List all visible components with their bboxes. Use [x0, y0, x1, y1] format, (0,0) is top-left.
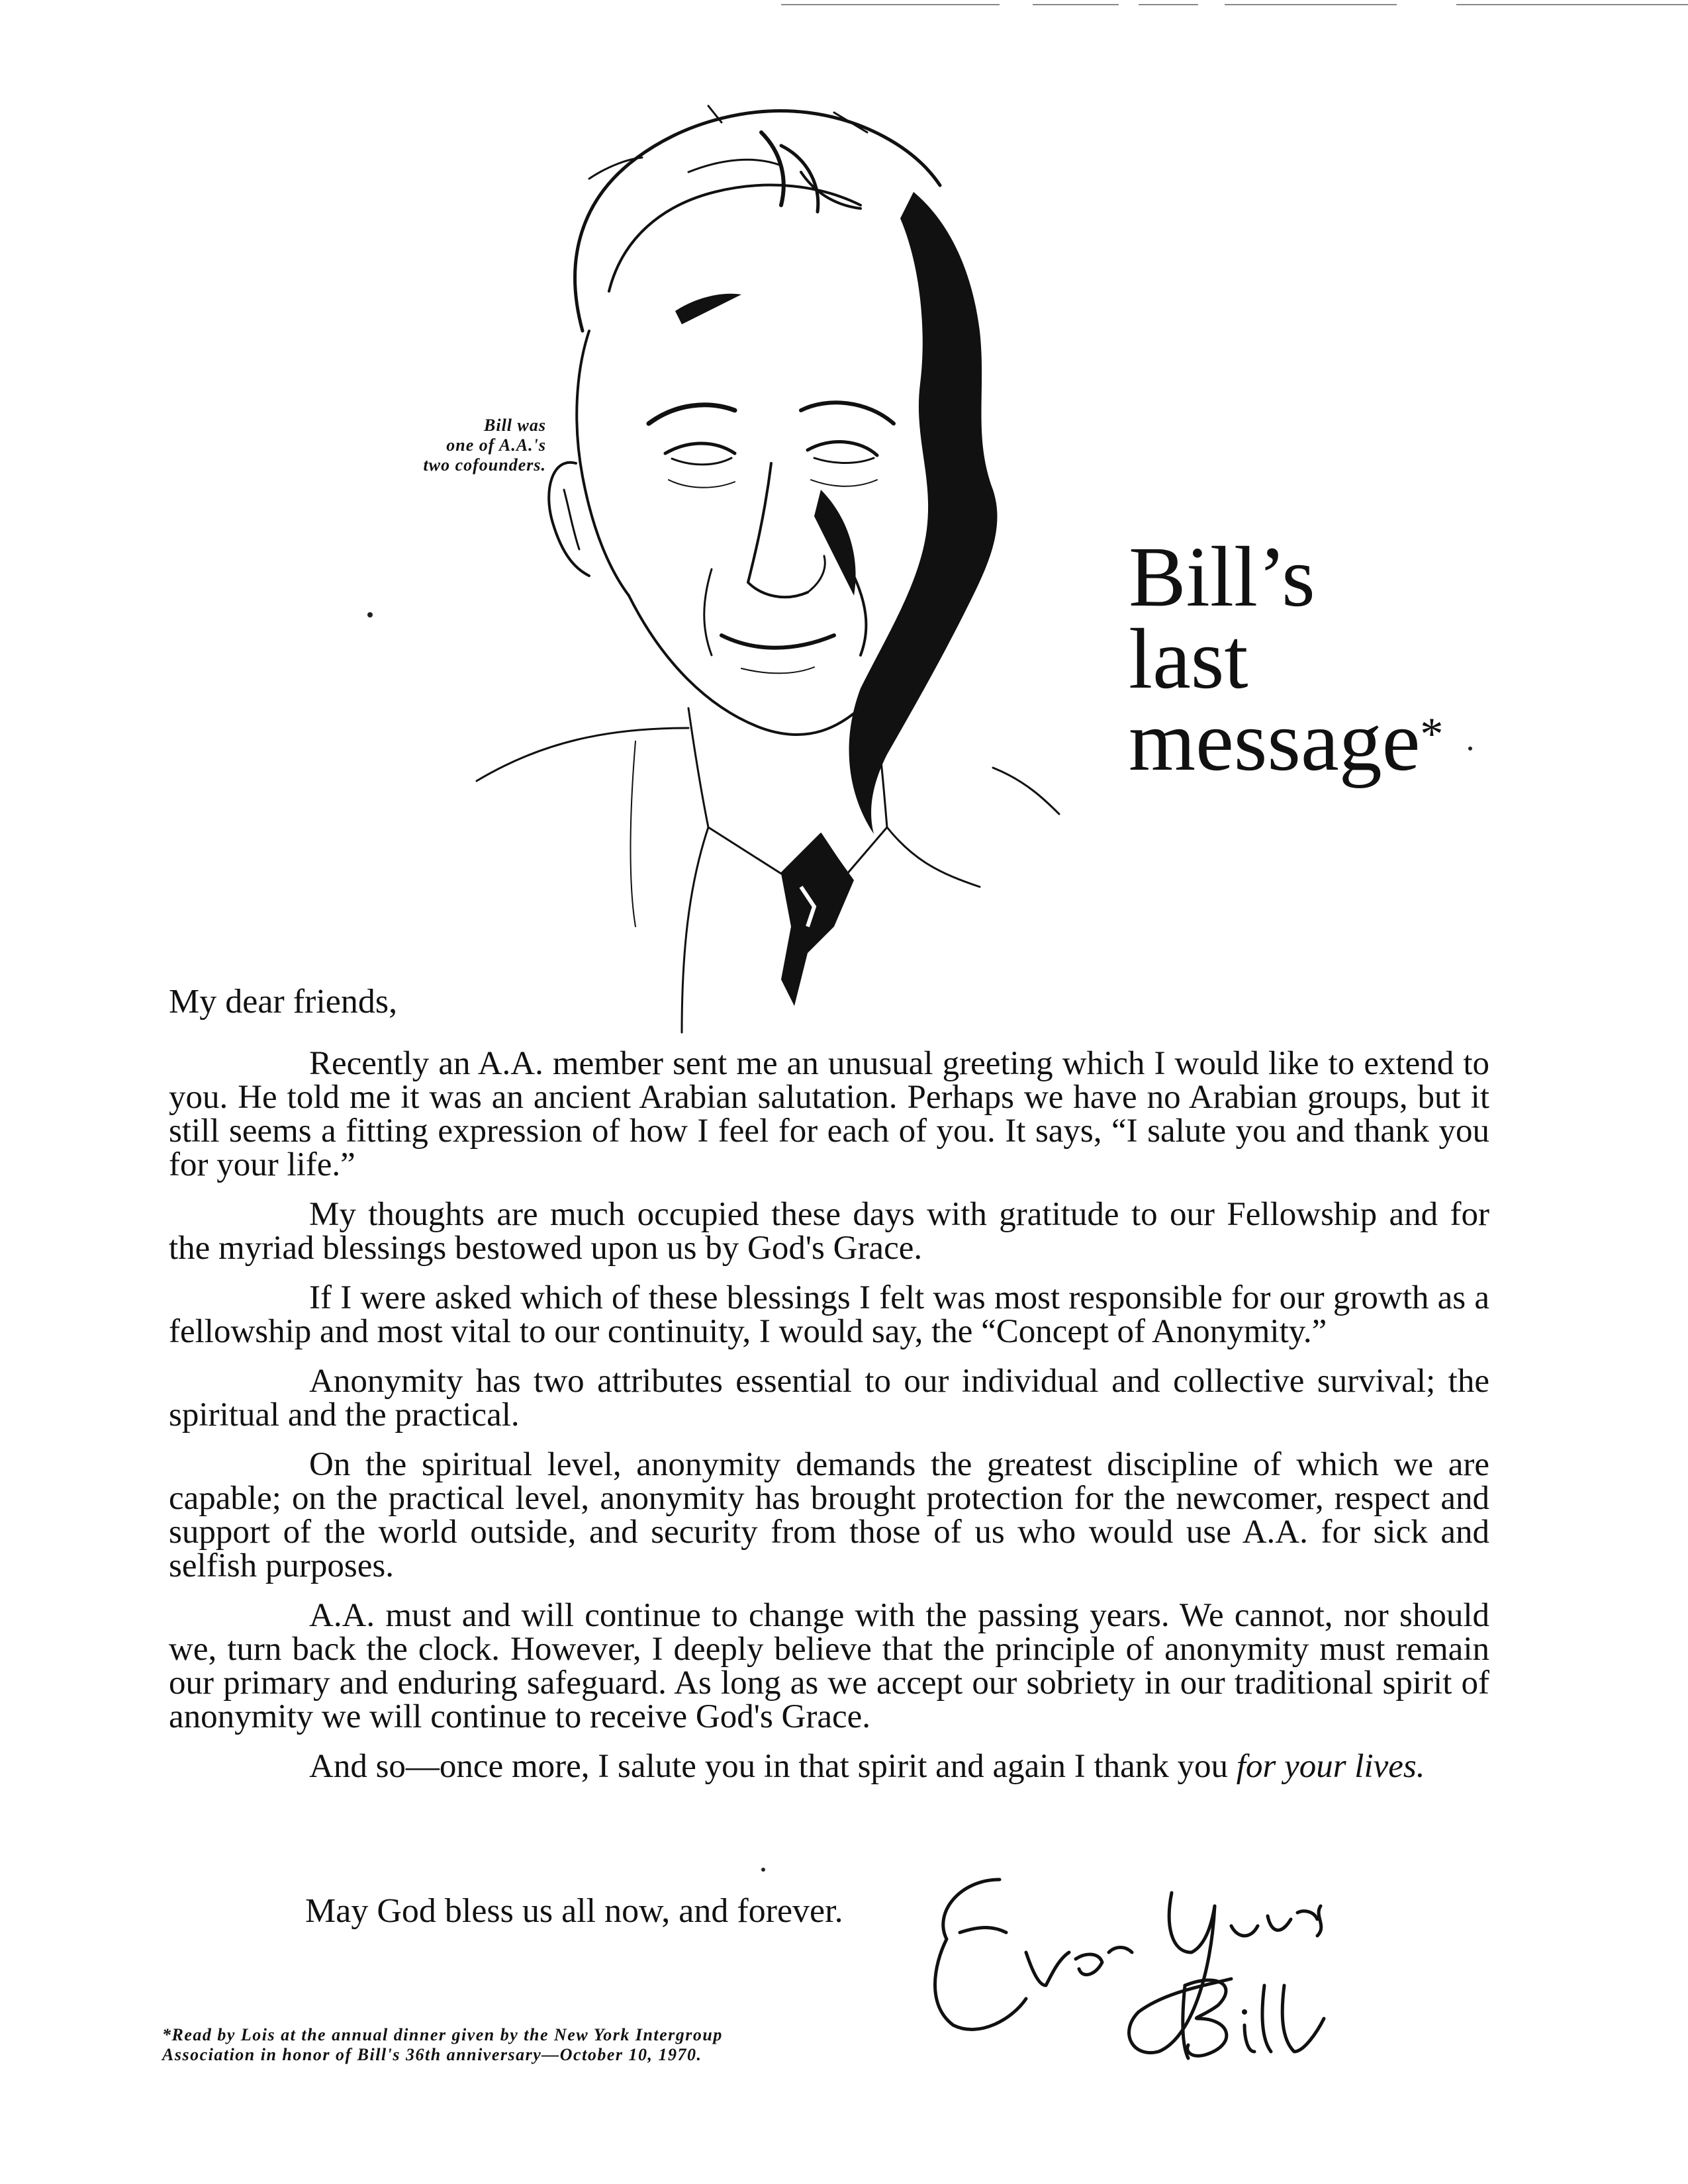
caption-line: one of A.A.'s — [446, 435, 546, 455]
letter-paragraph: If I were asked which of these blessings I felt was most responsible for our growth as a fellowship and most vital to our continuity, I would say, the “Concept of Anonymity.” — [169, 1279, 1489, 1350]
letter-paragraph: A.A. must and will continue to change with the passing years. We cannot, nor should we, turn back the clock. However, I deeply believe that the principle of anonymity must remain our primary and enduring safeguard. As long as we accept our sobriety in our traditional spirit of anonymity we will continue to receive God's Grace. — [169, 1597, 1489, 1735]
footnote — [162, 2025, 976, 2065]
scan-artifact-line — [1456, 4, 1688, 5]
footnote-marker: * — [1420, 709, 1444, 760]
page-title — [1129, 529, 1444, 789]
title-line: Bill’s — [1129, 529, 1315, 625]
letter-paragraph: Anonymity has two attributes essential to our individual and collective survival; the spiritual and the practical. — [169, 1363, 1489, 1433]
letter-paragraph: My thoughts are much occupied these days with gratitude to our Fellowship and for the myriad blessings bestowed upon us by God's Grace. — [169, 1196, 1489, 1267]
scan-artifact-line — [781, 4, 1000, 5]
caption-line: Bill was — [484, 416, 546, 435]
scan-artifact-line — [1139, 4, 1198, 5]
scan-artifact-line — [1225, 4, 1397, 5]
letter-body — [169, 1047, 1489, 1799]
letter-paragraph-final — [169, 1750, 1489, 1784]
title-line: last — [1129, 612, 1248, 707]
footnote-line: Association in honor of Bill's 36th anniversary—October 10, 1970. — [162, 2045, 702, 2064]
title-line-with-marker — [1129, 694, 1444, 789]
scan-speck — [367, 612, 373, 617]
final-paragraph-text: And so—once more, I salute you in that spirit and again I thank you — [309, 1748, 1237, 1785]
scan-speck — [761, 1868, 765, 1872]
caption-line: two cofounders. — [423, 455, 546, 475]
portrait-caption — [371, 416, 546, 475]
final-paragraph-emphasis: for your lives. — [1236, 1748, 1425, 1785]
footnote-line: *Read by Lois at the annual dinner given by the New York Intergroup — [162, 2025, 723, 2044]
letter-paragraph: Recently an A.A. member sent me an unusual greeting which I would like to extend to you. He told me it was an ancient Arabian salutation. Perhaps we have no Arabian groups, but it still seems a fitting expression of how I feel for each of you. It says, “I salute you and thank you for your life.” — [169, 1045, 1489, 1183]
letter-closing: May God bless us all now, and forever. — [305, 1892, 843, 1930]
letter-paragraph: On the spiritual level, anonymity demands the greatest discipline of which we are capable; on the practical level, anonymity has brought protection for the newcomer, respect and support of the world outside, and security from those of us who would use A.A. for sick and selfish purposes. — [169, 1446, 1489, 1584]
title-line: message — [1129, 694, 1421, 789]
handwritten-signature — [920, 1853, 1331, 2065]
portrait-illustration — [410, 93, 1178, 1059]
scan-speck — [1468, 747, 1472, 751]
letter-salutation: My dear friends, — [169, 983, 398, 1021]
scan-artifact-line — [1033, 4, 1119, 5]
